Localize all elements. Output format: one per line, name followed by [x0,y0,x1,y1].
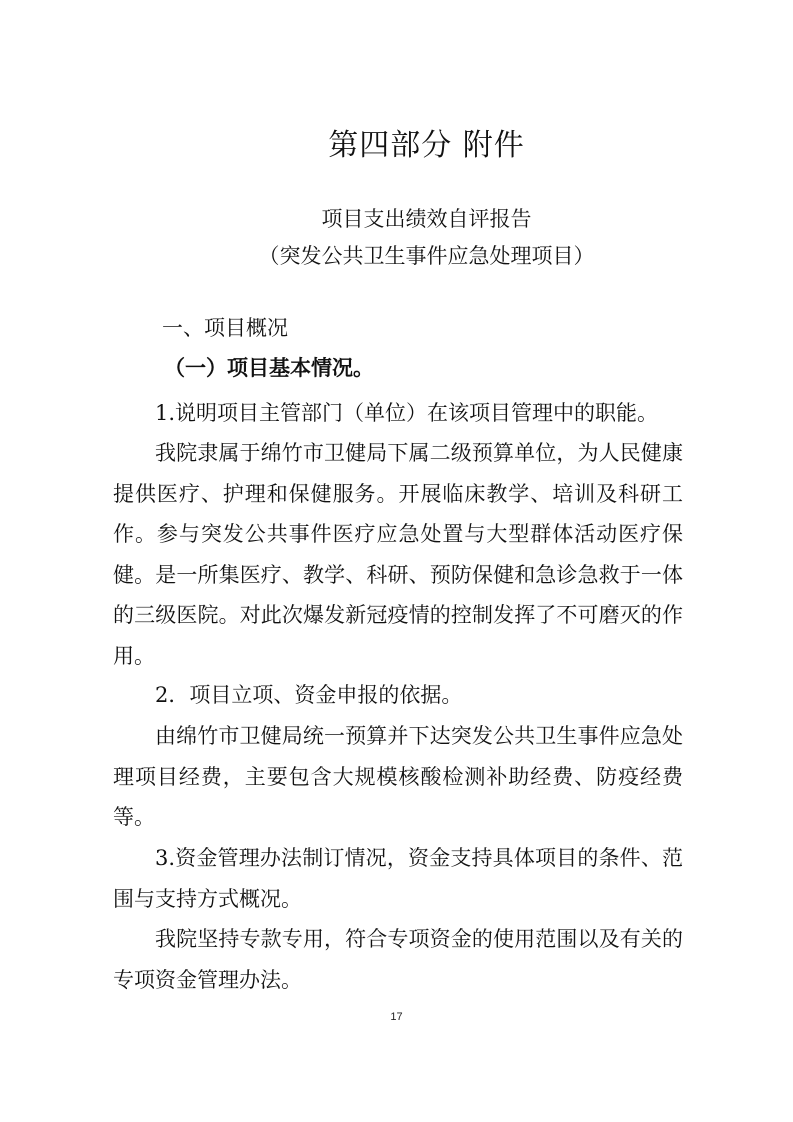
body-paragraph-1: 我院隶属于绵竹市卫健局下属二级预算单位，为人民健康提供医疗、护理和保健服务。开展临床教学、培训及科研工作。参与突发公共事件医疗应急处置与大型群体活动医疗保健。是一所集医疗、教学、科研、预防保健和急诊急救于一体的三级医院。对此次爆发新冠疫情的控制发挥了不可磨灭的作用。 [113,441,683,668]
part-title: 第四部分 附件 [328,128,525,163]
subsection-heading: （一）项目基本情况。 [164,355,374,380]
body-paragraph-2: 由绵竹市卫健局统一预算并下达突发公共卫生事件应急处理项目经费，主要包含大规模核酸检测补助经费、防疫经费等。 [113,724,683,829]
item-heading-3: 3.资金管理办法制订情况，资金支持具体项目的条件、范围与支持方式概况。 [113,846,683,911]
report-subtitle: （突发公共卫生事件应急处理项目） [258,244,595,268]
section-heading: 一、项目概况 [162,316,288,340]
report-title: 项目支出绩效自评报告 [321,207,532,231]
item-heading-1: 1.说明项目主管部门（单位）在该项目管理中的职能。 [155,401,659,425]
item-heading-2: 2．项目立项、资金申报的依据。 [155,683,463,707]
page-number: 17 [390,1011,403,1023]
body-paragraph-3: 我院坚持专款专用，符合专项资金的使用范围以及有关的专项资金管理办法。 [113,927,683,992]
